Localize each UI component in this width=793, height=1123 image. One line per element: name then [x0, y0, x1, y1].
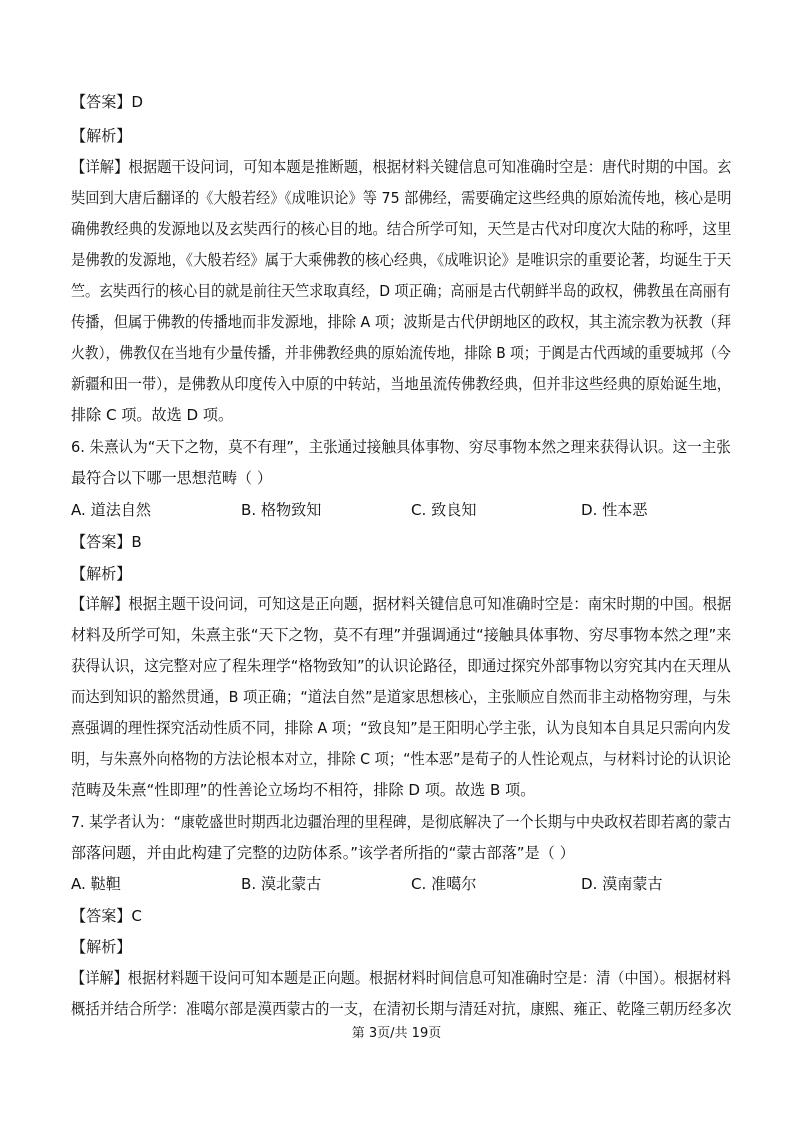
q6-options — [71, 500, 731, 520]
q5-answer: 【答案】D — [71, 93, 143, 111]
q7-detail-line: 【详解】根据材料题干设问可知本题是正向题。根据材料时间信息可知准确时空是：清（中国）。根据材料 — [71, 969, 731, 987]
q6-option-c: C. 致良知 — [411, 501, 477, 519]
q6-option-a: A. 道法自然 — [71, 501, 152, 519]
q6-option-d: D. 性本恶 — [581, 501, 648, 519]
q7-stem-line: 7. 某学者认为：“康乾盛世时期西北边疆治理的里程碑，是彻底解决了一个长期与中央政权若即若离的蒙古 — [71, 813, 732, 831]
q6-detail-line: 范畴及朱熹“性即理”的性善论立场均不相符，排除 D 项。故选 B 项。 — [71, 781, 536, 799]
q5-detail-line: 排除 C 项。故选 D 项。 — [71, 406, 234, 424]
q7-option-b: B. 漠北蒙古 — [241, 875, 322, 893]
q5-detail-line: 新疆和田一带），是佛教从印度传入中原的中转站，当地虽流传佛教经典，但并非这些经典的原始诞生地， — [71, 375, 731, 393]
q6-answer: 【答案】B — [71, 533, 142, 551]
q5-detail-line: 火教），佛教仅在当地有少量传播，并非佛教经典的原始流传地，排除 B 项；于阗是古代西域的重要城邦（今 — [71, 344, 731, 362]
q5-detail-line: 确佛教经典的发源地以及玄奘西行的核心目的地。结合所学可知，天竺是古代对印度次大陆的称呼，这里 — [71, 220, 732, 238]
page-number-footer: 第 3页/共 19页 — [351, 1026, 442, 1041]
q7-detail-line: 概括并结合所学：准噶尔部是漠西蒙古的一支，在清初长期与清廷对抗，康熙、雍正、乾隆三朝历经多次 — [71, 1000, 732, 1018]
q6-analysis-heading: 【解析】 — [71, 565, 132, 583]
q7-option-d: D. 漠南蒙古 — [581, 875, 663, 893]
q7-analysis-heading: 【解析】 — [71, 938, 132, 956]
q6-detail-line: 获得认识，这完整对应了程朱理学“格物致知”的认识论路径，即通过探究外部事物以穷究其内在天理从 — [71, 657, 731, 675]
q6-detail-line: 材料及所学可知，朱熹主张“天下之物，莫不有理”并强调通过“接触具体事物、穷尽事物本然之理”来 — [71, 626, 732, 644]
q6-detail-line: 【详解】根据主题干设问词，可知这是正向题，据材料关键信息可知准确时空是：南宋时期的中国。根据 — [71, 595, 732, 613]
q5-detail-line: 传播，但属于佛教的传播地而非发源地，排除 A 项；波斯是古代伊朗地区的政权，其主流宗教为祆教（拜 — [71, 313, 732, 331]
q6-stem-line: 6. 朱熹认为“天下之物，莫不有理”，主张通过接触具体事物、穷尽事物本然之理来获得认识。这一主张 — [71, 438, 731, 456]
q6-detail-line: 而达到知识的豁然贯通，B 项正确；“道法自然”是道家思想核心，主张顺应自然而非主动格物穷理，与朱 — [71, 688, 731, 706]
q7-options — [71, 874, 731, 894]
q5-detail-line: 竺。玄奘西行的核心目的就是前往天竺求取真经，D 项正确；高丽是古代朝鲜半岛的政权，佛教虽在高丽有 — [71, 282, 731, 300]
q6-option-b: B. 格物致知 — [241, 501, 322, 519]
q5-analysis-heading: 【解析】 — [71, 127, 132, 145]
q7-option-a: A. 鞑靼 — [71, 875, 121, 893]
q7-option-c: C. 准噶尔 — [411, 875, 477, 893]
q6-detail-line: 熹强调的理性探究活动性质不同，排除 A 项；“致良知”是王阳明心学主张，认为良知本自具足只需向内发 — [71, 719, 731, 737]
q5-detail-line: 奘回到大唐后翻译的《大般若经》《成唯识论》等 75 部佛经，需要确定这些经典的原始流传地，核心是明 — [71, 189, 732, 207]
q6-detail-line: 明，与朱熹外向格物的方法论根本对立，排除 C 项；“性本恶”是荀子的人性论观点，与材料讨论的认识论 — [71, 750, 731, 768]
q7-stem-line: 部落问题，并由此构建了完整的边防体系。”该学者所指的“蒙古部落”是（ ） — [71, 844, 575, 862]
q6-stem-line: 最符合以下哪一思想范畴（ ） — [71, 469, 273, 487]
q5-detail-line: 【详解】根据题干设问词，可知本题是推断题，根据材料关键信息可知准确时空是：唐代时期的中国。玄 — [71, 158, 732, 176]
q5-detail-line: 是佛教的发源地，《大般若经》属于大乘佛教的核心经典，《成唯识论》是唯识宗的重要论著，均诞生于天 — [71, 251, 732, 269]
q7-answer: 【答案】C — [71, 907, 142, 925]
